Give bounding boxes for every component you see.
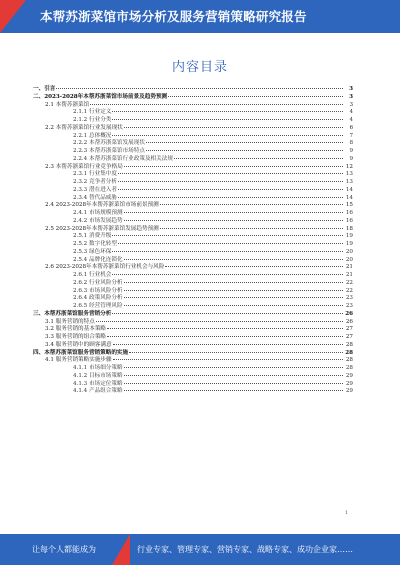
toc-entry-page: 8	[349, 140, 353, 146]
toc-leader-dots	[112, 247, 343, 252]
toc-entry-page: 26	[345, 318, 353, 325]
toc-entry[interactable]	[33, 84, 353, 92]
toc-leader-dots	[146, 146, 343, 151]
toc-leader-dots	[113, 340, 343, 345]
toc-entry[interactable]	[33, 177, 353, 185]
toc-entry[interactable]	[33, 363, 353, 371]
toc-entry[interactable]	[33, 169, 353, 177]
toc-leader-dots	[165, 262, 343, 267]
toc-leader-dots	[124, 386, 343, 391]
toc-leader-dots	[107, 324, 343, 329]
toc-entry[interactable]	[33, 200, 353, 208]
toc-entry-page: 29	[345, 380, 353, 387]
toc-entry-page: 12	[345, 163, 353, 170]
toc-leader-dots	[118, 193, 343, 198]
toc-entry-page: 29	[345, 372, 353, 379]
toc-entry[interactable]	[33, 123, 353, 131]
toc-leader-dots	[129, 348, 343, 353]
toc-entry-page: 28	[345, 365, 353, 371]
toc-leader-dots	[124, 278, 343, 283]
toc-entry-page: 3	[349, 101, 353, 108]
toc-leader-dots	[107, 332, 343, 337]
toc-entry[interactable]	[33, 185, 353, 193]
toc-entry-page: 29	[345, 388, 353, 394]
toc-leader-dots	[124, 255, 343, 260]
toc-leader-dots	[112, 270, 343, 275]
toc-entry[interactable]	[33, 270, 353, 278]
toc-entry[interactable]	[33, 386, 353, 394]
toc-entry-title: 2.6.5 经营管理风险	[73, 303, 123, 309]
header-accent-shape	[0, 0, 26, 33]
toc-entry-title: 2.6.4 政策风险分析	[73, 295, 123, 301]
toc-leader-dots	[124, 371, 343, 376]
toc-entry[interactable]	[33, 138, 353, 146]
toc-entry-page: 20	[345, 256, 353, 263]
toc-entry-page: 21	[345, 272, 353, 278]
toc-entry-page: 3	[349, 93, 353, 100]
toc-entry[interactable]	[33, 324, 353, 332]
toc-leader-dots	[124, 216, 343, 221]
toc-leader-dots	[118, 177, 343, 182]
toc-entry[interactable]	[33, 162, 353, 170]
toc-leader-dots	[124, 363, 343, 368]
toc-entry[interactable]	[33, 146, 353, 154]
toc-entry-title: 4.1.3 市场定位策略	[73, 380, 123, 387]
toc-entry-title: 3.1 服务营销的特点	[45, 318, 95, 325]
toc-entry[interactable]	[33, 301, 353, 309]
toc-leader-dots	[112, 107, 343, 112]
toc-entry-title: 2.1.2 行业分类	[73, 117, 112, 123]
toc-entry-page: 23	[345, 303, 353, 309]
toc-entry[interactable]	[33, 348, 353, 356]
toc-entry[interactable]	[33, 231, 353, 239]
toc-entry-title: 3.2 服务营销的基本策略	[45, 326, 107, 332]
toc-entry-page: 6	[349, 124, 353, 131]
toc-entry-title: 2.5.3 绿色环保	[73, 248, 112, 255]
toc-entry-page: 27	[345, 326, 353, 332]
toc-leader-dots	[124, 123, 343, 128]
toc-leader-dots	[113, 355, 343, 360]
toc-entry-title: 2.3.3 潜在进入者	[73, 186, 117, 193]
toc-leader-dots	[168, 92, 343, 97]
table-of-contents	[33, 84, 353, 394]
toc-leader-dots	[124, 208, 343, 213]
toc-entry[interactable]	[33, 193, 353, 201]
toc-entry-title: 四、本帮苏浙菜馆服务营销策略的实施	[33, 349, 129, 356]
toc-entry-page: 13	[345, 171, 353, 177]
toc-entry-title: 4.1.1 市场细分策略	[73, 365, 123, 371]
toc-entry-title: 2.2.1 总体概况	[73, 132, 112, 139]
toc-entry-page: 26	[345, 310, 353, 317]
page-number: 1	[345, 510, 349, 516]
toc-entry-title: 一、引言	[33, 86, 56, 92]
toc-entry[interactable]	[33, 216, 353, 224]
toc-entry-page: 21	[345, 264, 353, 270]
toc-entry-title: 2.3.2 竞争者分析	[73, 179, 117, 185]
toc-entry[interactable]	[33, 131, 353, 139]
toc-entry-page: 28	[345, 341, 353, 348]
toc-entry-page: 13	[345, 179, 353, 185]
toc-leader-dots	[112, 115, 343, 120]
toc-leader-dots	[118, 239, 343, 244]
footer-accent-shape	[112, 534, 130, 565]
toc-leader-dots	[118, 169, 343, 174]
toc-leader-dots	[112, 231, 343, 236]
toc-entry-title: 2.2.4 本帮苏浙菜馆行业政策及相关法规	[73, 155, 173, 162]
report-title: 本帮苏浙菜馆市场分析及服务营销策略研究报告	[40, 9, 307, 24]
toc-entry[interactable]	[33, 332, 353, 340]
toc-leader-dots	[124, 379, 343, 384]
toc-entry-page: 9	[349, 148, 353, 154]
toc-entry-page: 19	[345, 241, 353, 247]
toc-entry-page: 28	[345, 349, 353, 356]
toc-entry-title: 2.6.2 行业风险分析	[73, 279, 123, 286]
toc-entry[interactable]	[33, 107, 353, 115]
toc-entry-title: 三、本帮苏浙菜馆服务营销分析	[33, 310, 112, 317]
toc-entry-title: 3.3 服务营销的组合策略	[45, 334, 107, 340]
toc-leader-dots	[146, 138, 343, 143]
toc-leader-dots	[56, 84, 343, 89]
toc-leader-dots	[112, 309, 343, 314]
toc-entry-page: 27	[345, 334, 353, 340]
toc-entry-page: 4	[349, 109, 353, 115]
toc-entry[interactable]	[33, 340, 353, 348]
toc-entry[interactable]	[33, 92, 353, 100]
toc-entry[interactable]	[33, 379, 353, 387]
toc-entry-page: 4	[349, 117, 353, 123]
toc-entry-page: 14	[345, 194, 353, 201]
toc-entry[interactable]	[33, 293, 353, 301]
toc-leader-dots	[160, 200, 343, 205]
toc-entry-page: 22	[345, 287, 353, 294]
toc-entry-title: 2.5.2 数字化转型	[73, 241, 117, 247]
toc-entry-title: 3.4 服务营销中的顾客满意	[45, 341, 112, 348]
toc-entry[interactable]	[33, 247, 353, 255]
toc-entry-title: 2.6.3 市场风险分析	[73, 287, 123, 294]
toc-entry-title: 2.6.1 行业机会	[73, 272, 112, 278]
toc-leader-dots	[174, 154, 343, 159]
toc-entry[interactable]	[33, 317, 353, 325]
toc-leader-dots	[124, 293, 343, 298]
toc-entry-title: 2.3.4 替代品威胁	[73, 194, 117, 201]
toc-leader-dots	[112, 131, 343, 136]
toc-entry-title: 2.5 2023-2028年本帮苏浙菜馆发展趋势预测	[45, 225, 159, 232]
toc-entry[interactable]	[33, 255, 353, 263]
toc-entry-page: 7	[349, 132, 353, 139]
toc-entry-page: 16	[345, 217, 353, 224]
toc-leader-dots	[96, 317, 343, 322]
toc-entry-title: 二、2023-2028年本帮苏浙菜馆市场前景及趋势预测	[33, 93, 168, 100]
toc-entry-title: 2.2 本帮苏浙菜馆行业发展现状	[45, 124, 123, 131]
toc-entry-page: 23	[345, 295, 353, 301]
toc-entry-page: 15	[345, 202, 353, 208]
toc-leader-dots	[124, 162, 343, 167]
toc-entry-page: 16	[345, 210, 353, 216]
toc-leader-dots	[124, 301, 343, 306]
toc-entry-title: 2.5.1 消费升级	[73, 233, 112, 239]
toc-entry-page: 19	[345, 233, 353, 239]
toc-entry[interactable]	[33, 286, 353, 294]
toc-entry-page: 20	[345, 248, 353, 255]
toc-entry[interactable]	[33, 115, 353, 123]
toc-entry-page: 18	[345, 225, 353, 232]
toc-entry-title: 2.3.1 行业集中度	[73, 171, 117, 177]
toc-entry-title: 2.4.1 市场规模预测	[73, 210, 123, 216]
footer-tagline: 行业专家、管理专家、营销专家、战略专家、成功企业家……	[137, 545, 353, 554]
toc-leader-dots	[160, 224, 343, 229]
toc-entry-title: 2.1.1 行业定义	[73, 109, 112, 115]
toc-entry-title: 2.5.4 品牌化连锁化	[73, 256, 123, 263]
toc-entry-title: 2.4.2 市场发展趋势	[73, 217, 123, 224]
toc-leader-dots	[90, 100, 343, 105]
toc-entry-title: 2.2.3 本帮苏浙菜馆市场特点	[73, 148, 145, 154]
toc-entry[interactable]	[33, 224, 353, 232]
toc-entry-title: 4.1 服务营销策略实施步骤	[45, 357, 112, 363]
toc-entry-page: 9	[349, 155, 353, 162]
toc-entry-title: 2.1 本帮苏浙菜馆	[45, 101, 90, 108]
toc-entry[interactable]	[33, 239, 353, 247]
toc-entry-page: 22	[345, 279, 353, 286]
toc-leader-dots	[118, 185, 343, 190]
toc-entry[interactable]	[33, 154, 353, 162]
toc-title: 内容目录	[171, 60, 228, 75]
footer-slogan: 让每个人都能成为	[32, 545, 96, 554]
toc-entry-title: 2.3 本帮苏浙菜馆行业竞争格局	[45, 163, 123, 170]
toc-entry-page: 28	[345, 357, 353, 363]
toc-entry-title: 2.2.2 本帮苏浙菜馆发展现状	[73, 140, 145, 146]
toc-entry-page: 3	[349, 86, 353, 92]
toc-entry-title: 2.6 2023-2028年本帮苏浙菜馆行业机会与风险	[45, 264, 165, 270]
toc-entry[interactable]	[33, 208, 353, 216]
toc-entry[interactable]	[33, 278, 353, 286]
toc-entry-page: 14	[345, 186, 353, 193]
toc-leader-dots	[124, 286, 343, 291]
toc-entry[interactable]	[33, 262, 353, 270]
toc-entry-title: 4.1.2 目标市场策略	[73, 372, 123, 379]
toc-entry[interactable]	[33, 100, 353, 108]
toc-entry-title: 2.4 2023-2028年本帮苏浙菜馆市场前景预测	[45, 202, 159, 208]
toc-entry[interactable]	[33, 371, 353, 379]
toc-entry[interactable]	[33, 355, 353, 363]
toc-entry-title: 4.1.4 产品组合策略	[73, 388, 123, 394]
toc-entry[interactable]	[33, 309, 353, 317]
